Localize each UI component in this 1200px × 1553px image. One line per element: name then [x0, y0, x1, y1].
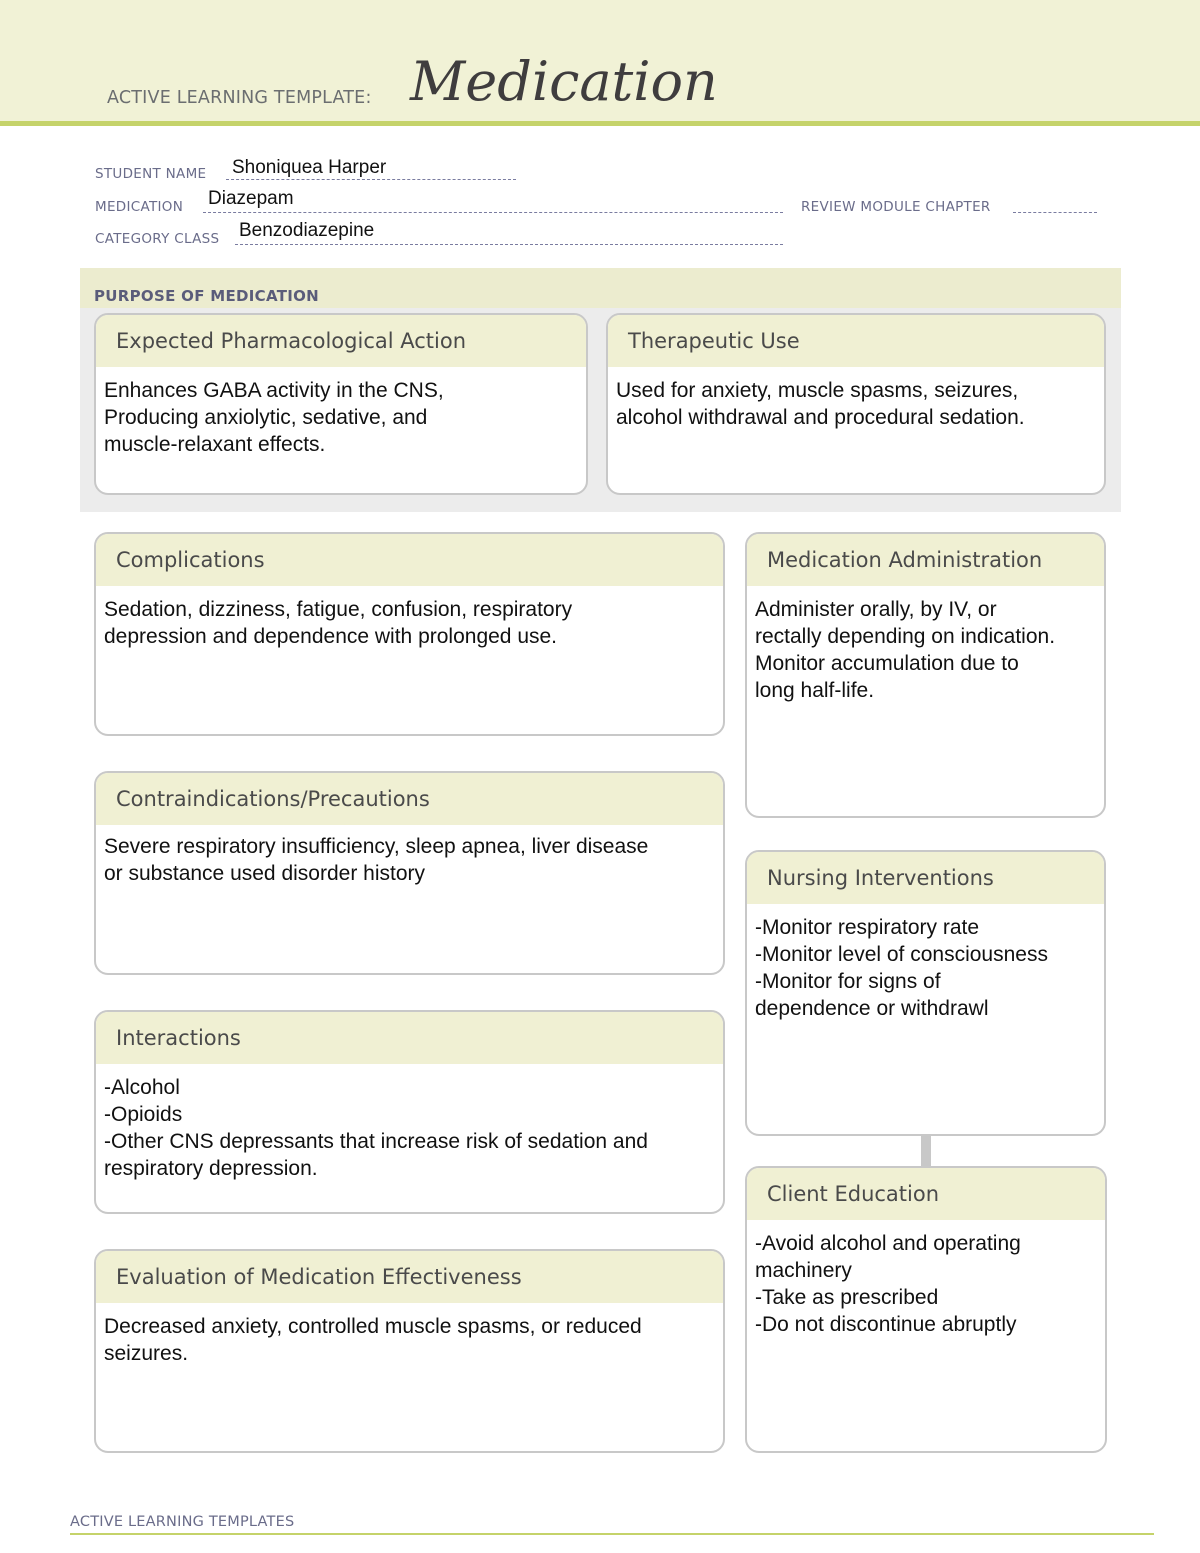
- evaluation-text[interactable]: Decreased anxiety, controlled muscle spasms, or reduced seizures.: [104, 1315, 642, 1365]
- footer-rule: [70, 1533, 1154, 1535]
- expected-action-text[interactable]: Enhances GABA activity in the CNS, Producing anxiolytic, sedative, and muscle-relaxant effects.: [104, 379, 444, 456]
- student-name-label: STUDENT NAME: [95, 166, 207, 182]
- page-title: Medication: [410, 50, 718, 113]
- contraindications-title: Contraindications/Precautions: [96, 773, 723, 825]
- interactions-title: Interactions: [96, 1012, 723, 1064]
- template-label: ACTIVE LEARNING TEMPLATE:: [107, 88, 372, 108]
- education-box: [745, 1166, 1107, 1453]
- therapeutic-use-title: Therapeutic Use: [608, 315, 1104, 367]
- contraindications-text[interactable]: Severe respiratory insufficiency, sleep apnea, liver disease or substance used disorder history: [104, 835, 649, 885]
- student-name-field[interactable]: Shoniquea Harper: [232, 157, 387, 178]
- medication-line: [203, 211, 783, 213]
- therapeutic-use-box: [606, 313, 1106, 495]
- interactions-text[interactable]: -Alcohol -Opioids -Other CNS depressants that increase risk of sedation and respiratory depression.: [104, 1076, 648, 1180]
- evaluation-box: [94, 1249, 725, 1453]
- interactions-box: [94, 1010, 725, 1214]
- contraindications-box: [94, 771, 725, 975]
- purpose-label: PURPOSE OF MEDICATION: [94, 287, 320, 305]
- therapeutic-use-text[interactable]: Used for anxiety, muscle spasms, seizures, alcohol withdrawal and procedural sedation.: [616, 379, 1025, 429]
- footer-label: ACTIVE LEARNING TEMPLATES: [70, 1514, 295, 1530]
- category-class-field[interactable]: Benzodiazepine: [239, 220, 375, 241]
- review-module-label: REVIEW MODULE CHAPTER: [801, 199, 991, 215]
- header-rule: [0, 121, 1200, 126]
- complications-text[interactable]: Sedation, dizziness, fatigue, confusion, respiratory depression and dependence with prolonged use.: [104, 598, 573, 648]
- category-class-label: CATEGORY CLASS: [95, 231, 220, 247]
- administration-text[interactable]: Administer orally, by IV, or rectally depending on indication. Monitor accumulation due to long half-life.: [755, 598, 1056, 702]
- nursing-title: Nursing Interventions: [747, 852, 1104, 904]
- nursing-text[interactable]: -Monitor respiratory rate -Monitor level of consciousness -Monitor for signs of dependence or withdrawl: [755, 916, 1048, 1020]
- connector-bar: [921, 1135, 931, 1167]
- administration-title: Medication Administration: [747, 534, 1104, 586]
- complications-box: [94, 532, 725, 736]
- nursing-box: [745, 850, 1106, 1136]
- category-class-line: [235, 243, 783, 245]
- evaluation-title: Evaluation of Medication Effectiveness: [96, 1251, 723, 1303]
- review-module-field[interactable]: [1013, 211, 1097, 213]
- education-title: Client Education: [747, 1168, 1105, 1220]
- complications-title: Complications: [96, 534, 723, 586]
- medication-label: MEDICATION: [95, 199, 184, 215]
- administration-box: [745, 532, 1106, 818]
- expected-action-title: Expected Pharmacological Action: [96, 315, 586, 367]
- expected-action-box: [94, 313, 588, 495]
- medication-field[interactable]: Diazepam: [208, 188, 294, 209]
- education-text[interactable]: -Avoid alcohol and operating machinery -Take as prescribed -Do not discontinue abruptly: [755, 1232, 1021, 1336]
